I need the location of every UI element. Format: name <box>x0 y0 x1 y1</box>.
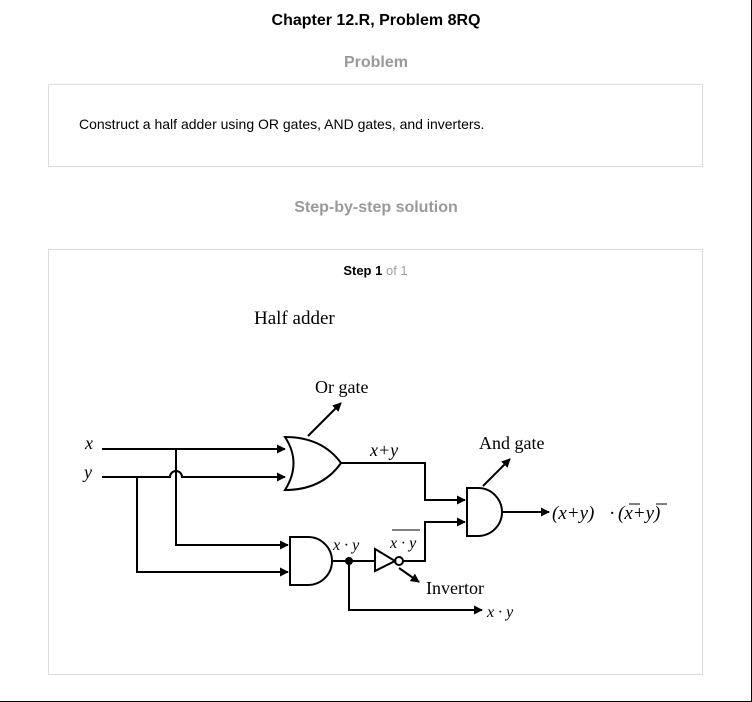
input-y-label: y <box>84 462 92 482</box>
input-x-label: x <box>85 433 93 453</box>
inverter-gate <box>375 549 395 571</box>
and-gate-middle <box>290 537 332 585</box>
or-gate-pointer <box>308 403 341 436</box>
wire-x-branch <box>176 449 288 545</box>
and-output-label: x · y <box>333 537 360 554</box>
and-gate-pointer <box>483 459 510 486</box>
sum-output-dot: · <box>609 503 616 524</box>
or-output-label: x+y <box>370 440 399 460</box>
and-gate-final <box>467 488 502 536</box>
diagram-title: Half adder <box>254 308 335 329</box>
solution-box <box>48 249 703 675</box>
solution-section-label: Step-by-step solution <box>294 199 458 216</box>
invertor-pointer <box>399 568 419 582</box>
page-title: Chapter 12.R, Problem 8RQ <box>271 12 481 29</box>
half-adder-diagram <box>49 250 702 674</box>
wire-or-out <box>341 463 465 500</box>
problem-box <box>48 84 703 167</box>
invertor-label: Invertor <box>426 578 484 598</box>
and-gate-label: And gate <box>479 433 545 453</box>
inv-output-label: x · y <box>390 535 417 552</box>
or-gate <box>285 437 341 490</box>
problem-section-label: Problem <box>343 54 408 71</box>
carry-output-label: x · y <box>487 604 514 621</box>
step-label: Step 1 <box>343 263 383 278</box>
problem-text: Construct a half adder using OR gates, AND gates, and inverters. <box>79 116 485 132</box>
sum-output-part-a: (x+y) <box>552 503 595 524</box>
wire-y-branch <box>137 477 288 572</box>
step-count: of 1 <box>385 263 408 278</box>
or-gate-label: Or gate <box>315 377 369 397</box>
wire-y <box>102 471 285 477</box>
sum-output-part-b: (x+y) <box>618 503 661 524</box>
